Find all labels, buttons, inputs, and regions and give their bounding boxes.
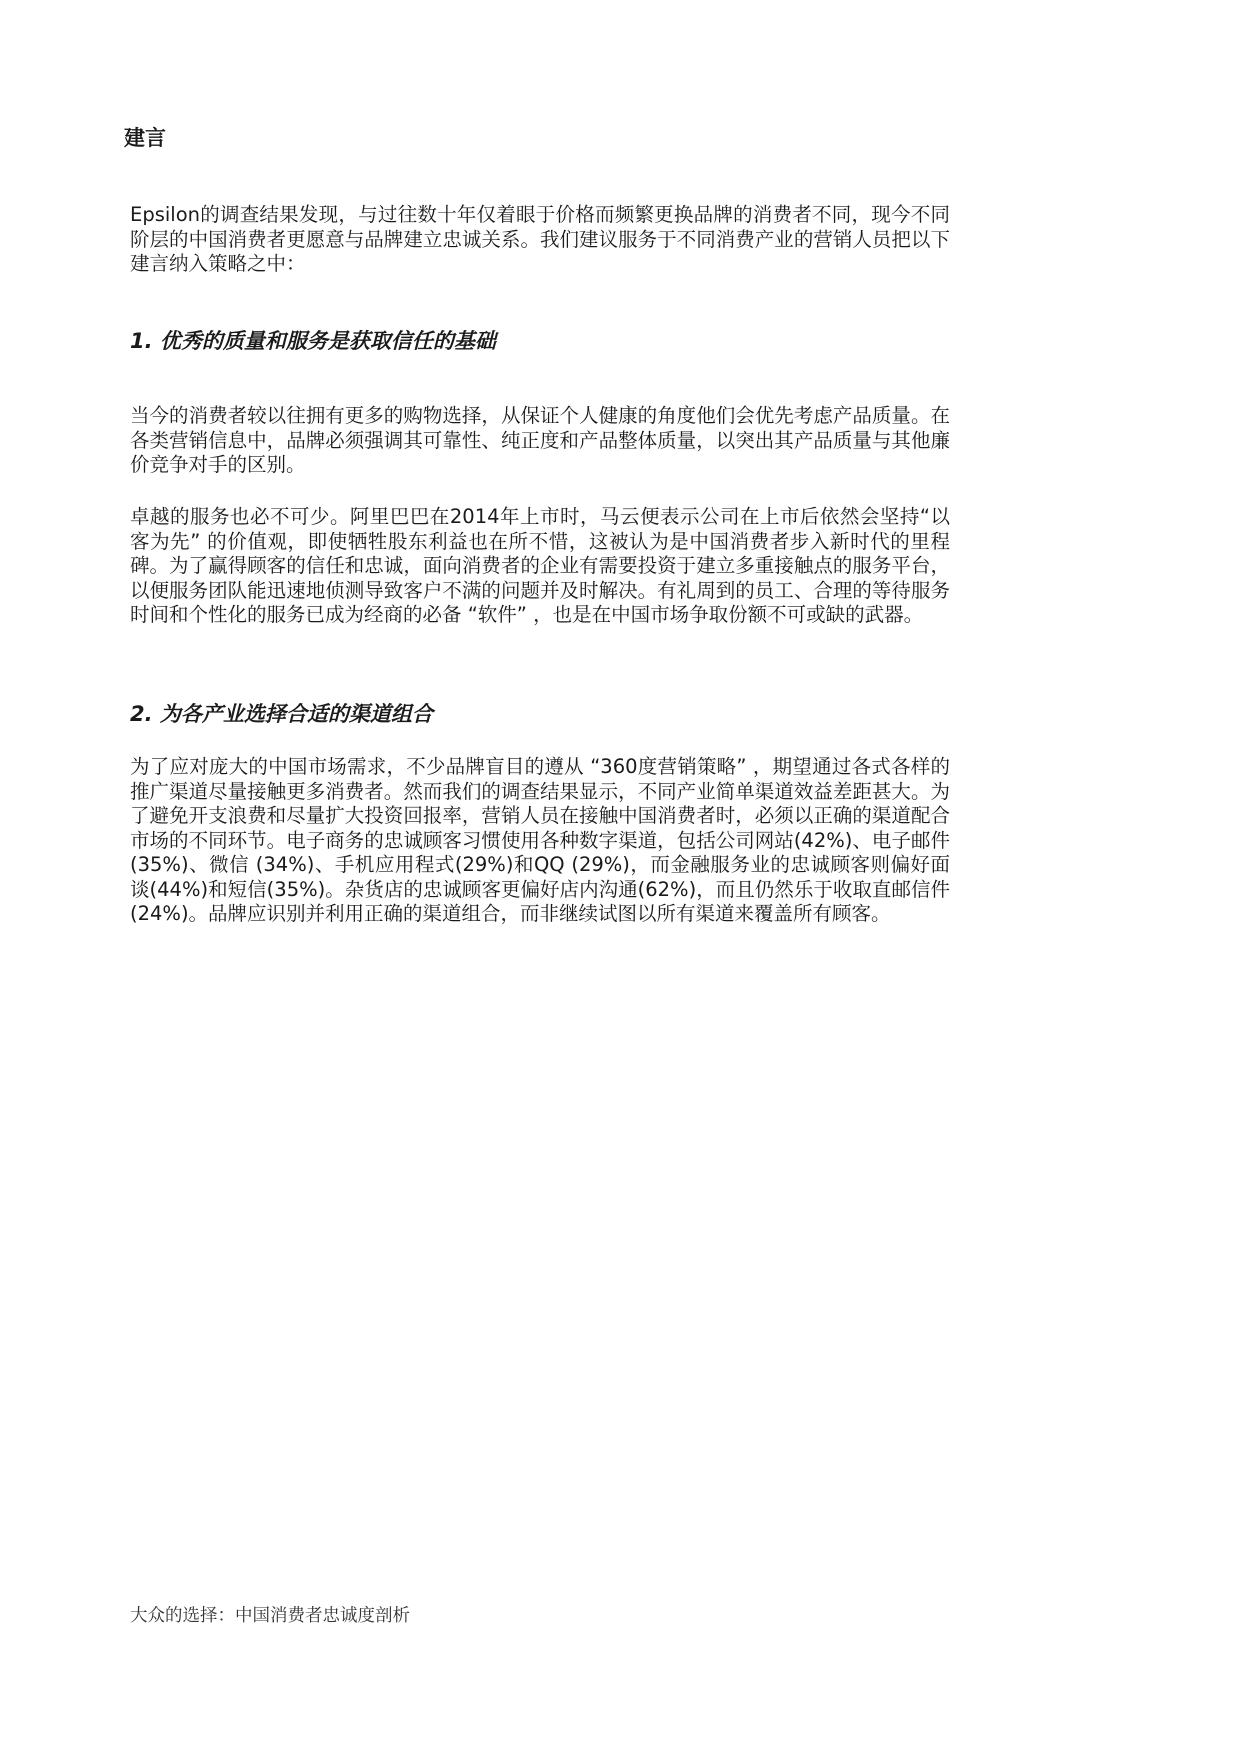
page-footer: 大众的选择：中国消费者忠诚度剖析	[130, 1606, 410, 1626]
section-2-title: 2. 为各产业选择合适的渠道组合	[130, 702, 433, 726]
section-2-paragraph-1: 为了应对庞大的中国市场需求，不少品牌盲目的遵从 “360度营销策略” ，期望通过各式各样的推广渠道尽量接触更多消费者。然而我们的调查结果显示，不同产业简单渠道效益差距甚大。为了避免开支浪费和尽量扩大投资回报率，营销人员在接触中国消费者时，必须以正确的渠道配合市场的不同环节。电子商务的忠诚顾客习惯使用各种数字渠道，包括公司网站(42%)、电子邮件(35%)、微信 (34%)、手机应用程式(29%)和QQ (29%)，而金融服务业的忠诚顾客则偏好面谈(44%)和短信(35%)。杂货店的忠诚顾客更偏好店内沟通(62%)，而且仍然乐于收取直邮信件 (24%)。品牌应识别并利用正确的渠道组合，而非继续试图以所有渠道来覆盖所有顾客。	[130, 755, 950, 925]
page-title: 建言	[124, 126, 166, 150]
section-1-paragraph-2: 卓越的服务也必不可少。阿里巴巴在2014年上市时，马云便表示公司在上市后依然会坚持“以客为先” 的价值观，即使牺牲股东利益也在所不惜，这被认为是中国消费者步入新时代的里程碑。为了赢得顾客的信任和忠诚，面向消费者的企业有需要投资于建立多重接触点的服务平台，以便服务团队能迅速地侦测导致客户不满的问题并及时解决。有礼周到的员工、合理的等待服务时间和个性化的服务已成为经商的必备 “软件” ，也是在中国市场争取份额不可或缺的武器。	[130, 505, 950, 626]
intro-paragraph: Epsilon的调查结果发现，与过往数十年仅着眼于价格而频繁更换品牌的消费者不同，现今不同阶层的中国消费者更愿意与品牌建立忠诚关系。我们建议服务于不同消费产业的营销人员把以下建言纳入策略之中：	[130, 203, 950, 275]
section-1-paragraph-1: 当今的消费者较以往拥有更多的购物选择，从保证个人健康的角度他们会优先考虑产品质量。在各类营销信息中，品牌必须强调其可靠性、纯正度和产品整体质量，以突出其产品质量与其他廉价竞争对手的区别。	[130, 404, 950, 476]
section-1-title: 1. 优秀的质量和服务是获取信任的基础	[130, 329, 496, 353]
